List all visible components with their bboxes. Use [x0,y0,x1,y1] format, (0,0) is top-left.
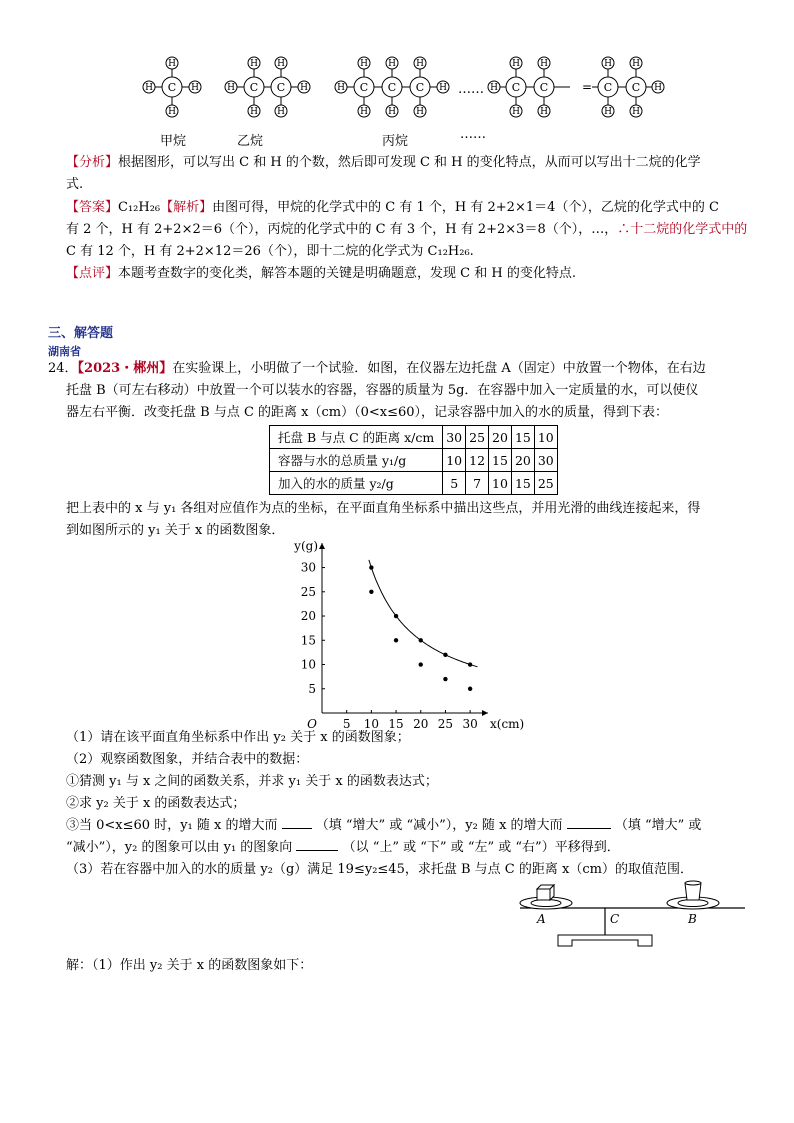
hydrogen-atom [538,105,550,117]
answer-blank-1[interactable] [282,828,312,829]
hydrogen-atom [248,57,260,69]
problem-source: 【2023・郴州】 [77,361,173,376]
table-row [270,472,558,495]
question-2b: ②求 y₂ 关于 x 的函数表达式； [66,796,246,811]
question-2c-text-1: ③当 0<x≤60 时，y₁ 随 x 的增大而 [66,818,278,833]
question-3: （3）若在容器中加入的水的质量 y₂（g）满足 19≤y₂≤45，求托盘 B 与点 C 的距离 x（cm）的取值范围． [66,862,693,877]
svg-text:H: H [540,59,548,69]
svg-text:H: H [632,59,640,69]
svg-text:H: H [277,107,285,117]
hydrogen-atom [189,81,201,93]
hydrogen-atom [437,81,449,93]
y1-point [369,565,373,569]
x-tick-label: 15 [388,717,404,731]
comment-tag: 【点评】 [66,266,119,281]
hydrogen-atom [414,57,426,69]
carbon-atom [534,77,554,97]
caption-methane: 甲烷 [160,134,187,149]
hydrogen-atom [166,105,178,117]
svg-text:H: H [604,59,612,69]
carbon-atom [506,77,526,97]
table-cell: 15 [511,426,534,449]
hydrogen-atom [358,57,370,69]
x-axis-label: x(cm) [490,717,525,731]
svg-text:H: H [250,107,258,117]
svg-text:H: H [632,107,640,117]
hydrogen-atom [298,81,310,93]
y-tick-label: 10 [300,657,316,672]
x-tick-label: 5 [342,717,351,731]
table-cell: 20 [511,449,534,472]
table-cell: 25 [466,426,489,449]
hydrogen-atom [488,81,500,93]
svg-text:C: C [415,81,425,94]
svg-text:H: H [388,59,396,69]
after-table-line-1: 把上表中的 x 与 y₁ 各组对应值作为点的坐标，在平面直角坐标系中描出这些点，并用光滑的曲线连接起来，得 [66,501,701,516]
cube-object [537,885,554,900]
svg-text:H: H [250,59,258,69]
hydrogen-atom [335,81,347,93]
hydrogen-atom [602,57,614,69]
svg-text:C: C [167,81,177,94]
question-2c-text-2: （填 “增大” 或 “减小”），y₂ 随 x 的增大而 [315,818,563,833]
analysis-text: 根据图形，可以写出 C 和 H 的个数，然后即可发现 C 和 H 的变化特点，从而可以写出十二烷的化学 [118,155,701,170]
question-2c-text-5: （以 “上” 或 “下” 或 “左” 或 “右”）平移得到． [342,840,620,855]
y2-point [369,590,373,594]
solution-line: 解：（1）作出 y₂ 关于 x 的函数图象如下： [66,958,313,973]
explanation-text-2a: 有 2 个，H 有 2+2×2＝6（个），丙烷的化学式中的 C 有 3 个，H 有 2+2×3＝8（个），…， [66,222,618,237]
question-2c-line-1 [66,815,701,837]
y1-curve [369,560,478,667]
y2-point [394,638,398,642]
table-cell: 5 [443,472,466,495]
svg-text:C: C [539,81,549,94]
hydrogen-atom [386,57,398,69]
svg-text:H: H [191,83,199,93]
table-cell: 10 [489,472,512,495]
label-c: C [610,912,620,926]
table-cell: 10 [443,449,466,472]
section-region: 湖南省 [48,345,81,358]
svg-text:H: H [168,107,176,117]
explanation-text-2b: ∴十二烷的化学式中的 [617,222,748,237]
carbon-atom [354,77,374,97]
double-bond-mark: = [582,80,593,94]
hydrogen-atom [275,57,287,69]
hydrogen-atom [602,105,614,117]
question-2c-text-3: （填 “增大” 或 [614,818,702,833]
y-tick-label: 15 [300,633,316,648]
y-tick-label: 30 [300,560,316,575]
table-cell: 30 [534,449,557,472]
table-row [270,426,558,449]
x-tick-label: 25 [437,717,454,731]
hydrogen-atom [630,105,642,117]
hydrogen-atom [652,81,664,93]
y-tick-label: 5 [308,681,316,696]
svg-text:C: C [249,81,259,94]
y2-point [443,677,447,681]
problem-line-2: 托盘 B（可左右移动）中放置一个可以装水的容器，容器的质量为 5g．在容器中加入一定质量的水，可以使仪 [66,383,699,398]
svg-text:C: C [359,81,369,94]
base-stand [558,935,652,946]
analysis-tag: 【分析】 [66,155,119,170]
svg-text:C: C [387,81,397,94]
hydrogen-atom [538,57,550,69]
molecule-diagram [130,52,670,122]
section-title: 三、解答题 [48,326,114,341]
answer-line-1 [66,197,719,219]
function-graph [290,535,525,731]
y-axis-arrow [319,543,325,549]
answer-line-2 [66,219,747,241]
table-cell: 25 [534,472,557,495]
svg-text:H: H [168,59,176,69]
table-row-label: 容器与水的总质量 y₁/g [270,449,443,472]
carbon-atom [626,77,646,97]
analysis-line-2: 式. [66,177,84,192]
svg-text:H: H [654,83,662,93]
data-table [269,425,558,495]
explanation-text-1: 由图可得，甲烷的化学式中的 C 有 1 个，H 有 2+2×1＝4（个），乙烷的化学式中的 C [212,200,719,215]
svg-text:H: H [604,107,612,117]
answer-formula: C₁₂H₂₆ [118,200,161,215]
y2-point [419,662,423,666]
svg-text:H: H [145,83,153,93]
svg-text:H: H [388,107,396,117]
svg-text:H: H [416,59,424,69]
answer-blank-3[interactable] [296,850,338,851]
table-cell: 30 [443,426,466,449]
label-a: A [537,912,546,926]
hydrogen-atom [386,105,398,117]
carbon-atom [410,77,430,97]
table-cell: 12 [466,449,489,472]
y-tick-label: 20 [300,609,316,624]
hydrogen-atom [275,105,287,117]
after-table-line-2: 到如图所示的 y₁ 关于 x 的函数图象． [66,523,285,538]
svg-text:H: H [512,59,520,69]
svg-text:C: C [603,81,613,94]
problem-number: 24． [48,361,78,376]
hydrogen-atom [510,57,522,69]
x-tick-label: 10 [363,717,380,731]
comment-text: 本题考查数字的变化类，解答本题的关键是明确题意，发现 C 和 H 的变化特点. [118,266,576,281]
y1-point [443,653,447,657]
svg-text:H: H [490,83,498,93]
y2-point [468,687,472,691]
question-2c-line-2 [66,837,620,859]
analysis-line-1 [66,152,701,174]
question-2: （2）观察函数图象，并结合表中的数据： [66,752,309,767]
answer-tag: 【答案】 [66,200,119,215]
hydrogen-atom [414,105,426,117]
svg-text:H: H [277,59,285,69]
answer-line-3: C 有 12 个，H 有 2+2×12＝26（个），即十二烷的化学式为 C₁₂H₂₆. [66,244,474,259]
table-row [270,449,558,472]
hydrogen-atom [166,57,178,69]
explanation-tag: 【解析】 [160,200,213,215]
problem-line-3: 器左右平衡．改变托盘 B 与点 C 的距离 x（cm）（0<x≤60），记录容器中加入的水的质量，得到下表： [66,405,669,420]
svg-text:C: C [511,81,521,94]
x-axis-arrow [482,710,488,716]
svg-text:H: H [416,107,424,117]
x-tick-label: 30 [462,717,478,731]
y-tick-label: 25 [300,584,316,599]
svg-text:C: C [276,81,286,94]
carbon-atom [598,77,618,97]
svg-text:H: H [300,83,308,93]
y1-point [394,614,398,618]
hydrogen-atom [143,81,155,93]
carbon-atom [271,77,291,97]
hydrogen-atom [510,105,522,117]
carbon-atom [244,77,264,97]
svg-text:H: H [360,59,368,69]
svg-text:H: H [540,107,548,117]
table-row-label: 加入的水的质量 y₂/g [270,472,443,495]
caption-ellipsis: …… [460,127,486,142]
svg-text:H: H [360,107,368,117]
balance-diagram [510,878,750,953]
caption-propane: 丙烷 [382,134,409,149]
y-axis-label: y(g) [294,539,318,553]
hydrogen-atom [248,105,260,117]
question-2c-text-4: “减小”），y₂ 的图象可以由 y₁ 的图象向 [66,840,293,855]
origin-label: O [307,717,317,731]
table-cell: 10 [534,426,557,449]
hydrogen-atom [630,57,642,69]
svg-text:H: H [439,83,447,93]
molecule-ellipsis: …… [458,82,484,97]
carbon-atom [382,77,402,97]
table-cell: 7 [466,472,489,495]
water-cup [685,883,701,900]
table-cell: 15 [489,449,512,472]
table-row-label: 托盘 B 与点 C 的距离 x/cm [270,426,443,449]
y1-point [468,662,472,666]
hydrogen-atom [225,81,237,93]
y1-point [419,638,423,642]
problem-text-1: 在实验课上，小明做了一个试验．如图，在仪器左边托盘 A（固定）中放置一个物体，在右边 [172,361,706,376]
svg-text:H: H [512,107,520,117]
table-cell: 15 [511,472,534,495]
svg-text:H: H [337,83,345,93]
label-b: B [688,912,697,926]
question-1: （1）请在该平面直角坐标系中作出 y₂ 关于 x 的函数图象； [66,730,410,745]
svg-text:H: H [227,83,235,93]
comment-line [66,263,576,285]
problem-line-1 [48,358,706,380]
question-2a: ①猜测 y₁ 与 x 之间的函数关系，并求 y₁ 关于 x 的函数表达式； [66,774,438,789]
carbon-atom [162,77,182,97]
x-tick-label: 20 [413,717,429,731]
hydrogen-atom [358,105,370,117]
caption-ethane: 乙烷 [237,134,264,149]
table-cell: 20 [489,426,512,449]
svg-text:C: C [631,81,641,94]
answer-blank-2[interactable] [567,828,611,829]
